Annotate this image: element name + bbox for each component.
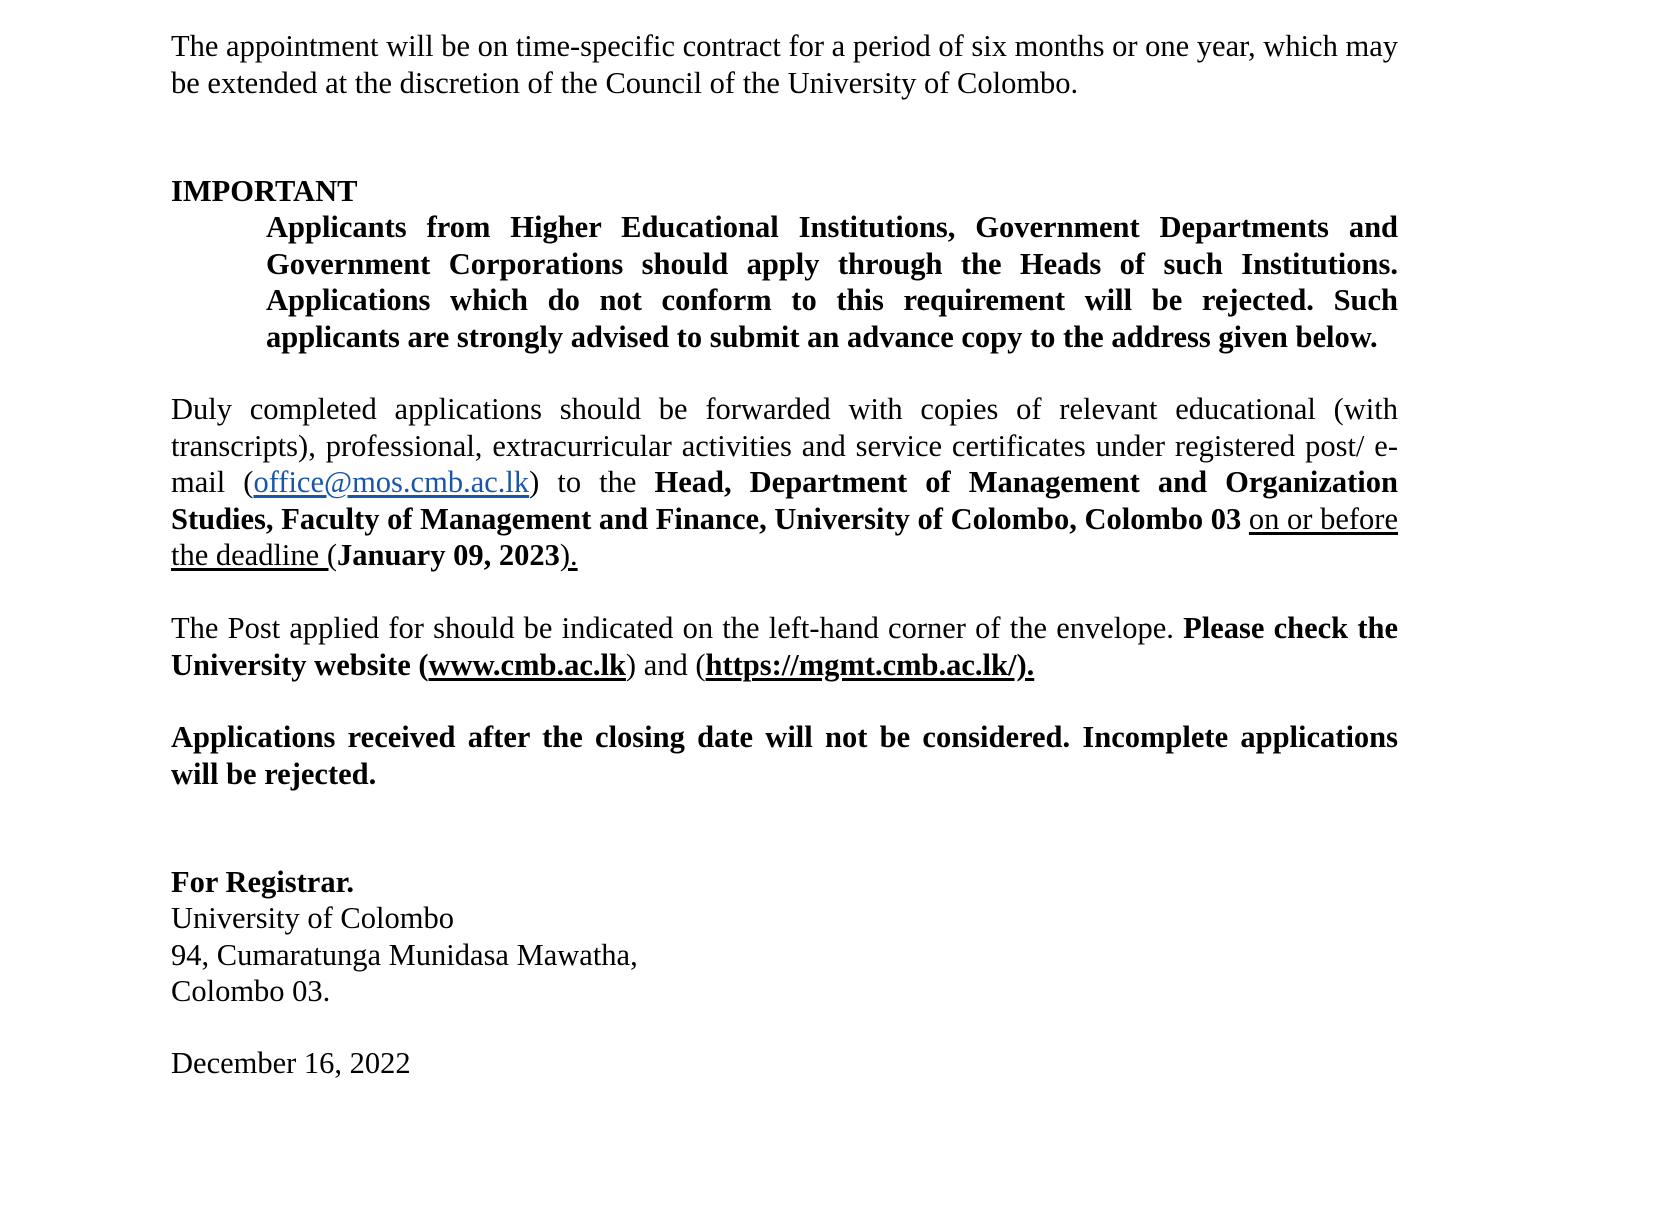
instructions-text-3 [1241,502,1249,536]
signature-university: University of Colombo [171,901,454,935]
important-notice [266,209,1398,355]
post-note-paragraph [171,610,1398,683]
deadline-suffix: ). [559,538,578,572]
deadline-date: January 09, 2023 [336,538,560,572]
signature-for-registrar: For Registrar. [171,865,354,899]
important-heading [171,173,1398,210]
important-heading-text: IMPORTANT [171,174,358,208]
deadline-prefix: on or before the deadline ( [171,501,1398,572]
important-notice-text: Applicants from Higher Educational Institutions, Government Departments and Government Corporations should apply through the Heads of such Institutions. Applications which do not conform to this requirement will be rejected. Such applicants are strongly advised to submit an advance copy to the address given below. [266,210,1398,354]
email-link[interactable]: office@mos.cmb.ac.lk [253,465,530,499]
post-note-text [171,610,1398,683]
application-instructions [171,391,1398,574]
instructions-text-2: ) to the [529,465,655,499]
signature-address-line-2: Colombo 03. [171,974,331,1008]
closing-warning-text: Applications received after the closing date will not be considered. Incomplete applications will be rejected. [171,720,1398,791]
closing-warning [171,719,1398,792]
document-date: December 16, 2022 [171,1046,411,1080]
intro-text: The appointment will be on time-specific contract for a period of six months or one year, which may be extended at the discretion of the Council of the University of Colombo. [171,29,1398,100]
intro-paragraph [171,28,1398,101]
check-website-text: Please check the University website ( [171,611,1398,682]
instructions-paragraph [171,391,1398,574]
post-note-text-1: The Post applied for should be indicated on the left-hand corner of the envelope. [171,611,1184,645]
instructions-text-1: Duly completed applications should be forwarded with copies of relevant educational (with transcripts), professional, extracurricular activities and service certificates under registered post/ e-mail ( [171,392,1398,499]
university-website-link[interactable]: www.cmb.ac.lk [428,647,626,682]
post-note-text-2: ) and ( [625,647,706,682]
signature-address-line-1: 94, Cumaratunga Munidasa Mawatha, [171,938,638,972]
department-address: Head, Department of Management and Organization Studies, Faculty of Management and Finance, University of Colombo, Colombo 03 [171,465,1398,536]
faculty-website-link[interactable]: https://mgmt.cmb.ac.lk/). [705,647,1035,682]
